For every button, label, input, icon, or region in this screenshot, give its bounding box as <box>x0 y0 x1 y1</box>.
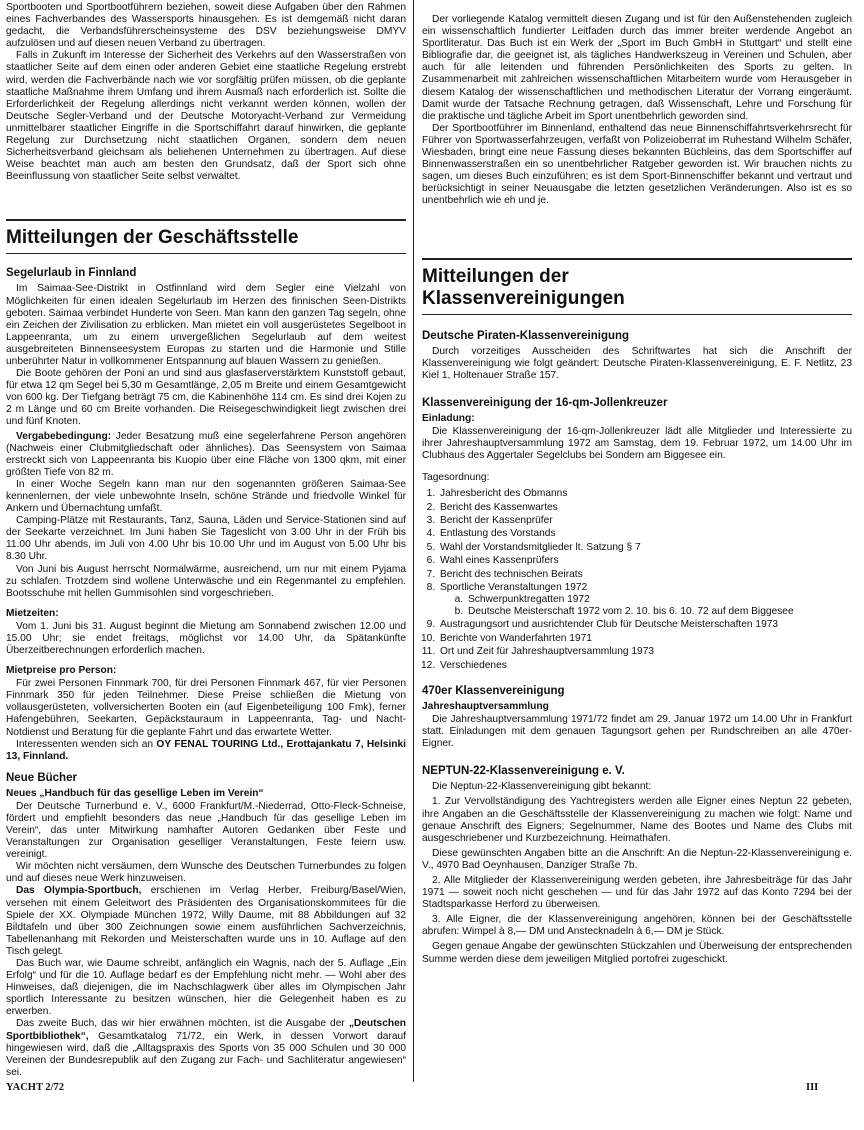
heading-neptun: NEPTUN-22-Klassenvereinigung e. V. <box>422 765 625 778</box>
heading-jollenkreuzer: Klassenvereinigung der 16-qm-Jollenkreuzer <box>422 396 668 409</box>
body-paragraph: Im Saimaa-See-Distrikt in Ostfinnland wird dem Segler eine Vielzahl von Möglichkeiten für einen idealen Segelurlaub im Herzen des finnischen Seen-Distrikts geboten. Saimaa verbindet Hunderte von Seen. Man kann den ganzen Tag segeln, ohne ein Zeichen der Zivilisation zu erblicken. Man mietet ein voll ausgerüstetes Segelboot in Lappeenranta, um zu einem unvergeßlichen Segelurlaub auf dem weitest ausgebreiteten Binnenseesystem Europas zu starten und die Harmonie und Stille unberührter Natur in vollkommener Entspannung auf blauen Wassern zu genießen. <box>6 283 406 367</box>
agenda-item <box>438 581 852 618</box>
section-rule <box>422 258 852 260</box>
body-paragraph: Diese gewünschten Angaben bitte an die Anschrift: An die Neptun-22-Klassenvereinigung e. V., 4970 Bad Oeynhausen, Danziger Straße 7b. <box>422 847 852 871</box>
body-paragraph: Wir möchten nicht versäumen, dem Wunsche des Deutschen Turnerbundes zu folgen und auf dieses neue Werk hinzuweisen. <box>6 861 406 885</box>
left-column <box>6 0 406 1079</box>
section-rule <box>6 253 406 254</box>
body-paragraph: Vom 1. Juni bis 31. August beginnt die Mietung am Sonnabend zwischen 12.00 und 15.00 Uhr; sie endet freitags, möglichst vor 14.00 Uhr, da Spätankünfte Überzeitberechnungen erforderlich machen. <box>6 620 406 657</box>
footer-issue: YACHT 2/72 <box>6 1082 65 1093</box>
agenda-item-label: Sportliche Veranstaltungen 1972 <box>440 582 588 593</box>
section-rule <box>422 314 852 315</box>
contact-paragraph <box>6 739 406 763</box>
body-paragraph: 2. Alle Mitglieder der Klassenvereinigung werden gebeten, ihre Jahresbeiträge für das Jahr 1971 — soweit noch nicht geschehen — und für das Jahr 1972 auf das Konto 7294 bei der Stadtsparkasse Herford zu überweisen. <box>422 874 852 911</box>
contact-pre: Interessenten wenden sich an <box>16 738 157 750</box>
body-paragraph: Gegen genaue Angabe der gewünschten Stückzahlen und Überweisung der entsprechenden Summe werden diese dem jeweiligen Mitglied portofrei zugeschickt. <box>422 941 852 965</box>
heading-neue-buecher: Neue Bücher <box>6 771 77 784</box>
label-einladung: Einladung: <box>422 412 475 424</box>
heading-piraten: Deutsche Piraten-Klassenvereinigung <box>422 329 630 342</box>
intro-paragraph: Sportbooten und Sportbootführern beziehen, soweit diese Aufgaben über den Rahmen eines Fachverbandes des Wassersports hinausgehen. Es ist demgemäß nicht daran gedacht, die Verbandsführerscheinsysteme des DSV beziehungsweise DMYV aufzulösen und auf diesen neuen Verband zu übertragen. <box>6 2 406 50</box>
agenda-item: 9. Austragungsort und ausrichtender Club für Deutsche Meisterschaften 1973 <box>438 618 852 631</box>
sb-post: Gesamtkatalog 71/72, ein Werk, in dessen Vorwort darauf hingewiesen wird, daß die „Alltagspraxis des Sports von 35 000 Schulen und 30 000 Vereinen der Bundesrepublik auf den Zugang zur Fach- und Sachliteratur angewiesen“ sei. <box>6 1030 406 1078</box>
subheading-handbuch: Neues „Handbuch für das gesellige Leben im Verein“ <box>6 787 264 799</box>
sb-pre: Das zweite Buch, das wir hier erwähnen möchten, ist die Ausgabe der <box>16 1018 349 1030</box>
body-paragraph: Die Neptun-22-Klassenvereinigung gibt bekannt: <box>432 781 652 793</box>
agenda-item: 5. Wahl der Vorstandsmitglieder lt. Satzung § 7 <box>438 541 852 554</box>
agenda-item: 12. Verschiedenes <box>438 659 852 672</box>
intro-paragraph: Falls in Zukunft im Interesse der Sicherheit des Verkehrs auf den Wasserstraßen von staatlicher Seite auf dem einen oder anderen Gebiet eine staatliche Regelung erstrebt wird, werden die Fachverbände nach wie vor sorgfältig prüfen müssen, ob die geplante staatliche Maßnahme ihrem Umfang und ihrem Ausmaß nach erforderlich ist. Sollte die Erforderlichkeit der Regelung allerdings nicht verkannt werden können, wollen der Deutsche Segler-Verband und der Deutsche Motoryacht-Verband zur Vermeidung unmittelbarer staatlicher Eingriffe in die Sportschiffahrt darauf hinwirken, die geplante Regelung zur Durchsetzung nicht staatlichen Organen, sondern dem neuen Sicherheitsverband gleichsam als beliehenen Unternehmen zu übertragen. Auf diese Weise beachtet man auch am besten den Grundsatz, daß der Sport sich ohne Beeinflussung von staatlicher Seite selbst verwaltet. <box>6 50 406 183</box>
body-paragraph: In einer Woche Segeln kann man nur den sogenannten größeren Saimaa-See kennenlernen, der viele unbewohnte Inseln, schöne Strände und friedvolle Winkel für Ankern und Übernachtung umfaßt. <box>6 478 406 515</box>
heading-segelurlaub: Segelurlaub in Finnland <box>6 267 137 280</box>
agenda-item: 7. Bericht des technischen Beirats <box>438 568 852 581</box>
agenda-sublist <box>440 594 852 618</box>
body-paragraph: Die Klassenvereinigung der 16-qm-Jollenkreuzer lädt alle Mitglieder und Interessierte zu ihrer Jahreshauptversammlung 1972 am Samstag, dem 19. Februar 1972, um 14.00 Uhr im Clubhaus des Aggertaler Segelclubs bei Sondern am Biggesee ein. <box>422 425 852 461</box>
body-paragraph: Von Juni bis August herrscht Normalwärme, ausreichend, um nur mit einem Pyjama zu schlafen. Trotzdem sind wollene Unterwäsche und ein Regenmantel zu empfehlen. Bootsschuhe mit hellen Gummisohlen sind vorgeschrieben. <box>6 563 406 599</box>
heading-mietzeiten: Mietzeiten: <box>6 607 59 619</box>
olympia-lead: Das Olympia-Sportbuch, <box>16 885 142 897</box>
agenda-list <box>422 487 852 672</box>
column-divider <box>413 0 414 1082</box>
agenda-item: 3. Bericht der Kassenprüfer <box>438 514 852 527</box>
agenda-item: 11. Ort und Zeit für Jahreshauptversammlung 1973 <box>438 645 852 658</box>
section-title-klassenvereinigungen: Mitteilungen der Klassenvereinigungen <box>422 265 625 309</box>
body-paragraph: 1. Zur Vervollständigung des Yachtregisters werden alle Eigner eines Neptun 22 gebeten, ihre Angaben an die Geschäftsstelle der Klassenvereinigung zu machen wie folgt: Name und genaue Anschrift des Eigners; Segelnummer, Name des Bootes und Name des Clubs mit ausgeschriebener und Kurzbezeichnung. Heimathafen. <box>422 796 852 844</box>
subheading-jhv: Jahreshauptversammlung <box>422 701 549 713</box>
body-paragraph: Die Jahreshauptversammlung 1971/72 findet am 29. Januar 1972 um 14.00 Uhr in Frankfurt statt. Einladungen mit dem genauen Tagungsort gehen per Rundschreiben an alle 470er-Eigner. <box>422 714 852 750</box>
footer-page-number: III <box>806 1082 819 1093</box>
body-paragraph: 3. Alle Eigner, die der Klassenvereinigung angehören, können bei der Geschäftsstelle abrufen: Wimpel à 8,— DM und Anstecknadeln à 6,— DM je Stück. <box>422 914 852 938</box>
olympia-paragraph <box>6 885 406 958</box>
intro-paragraph: Der Sportbootführer im Binnenland, enthaltend das neue Binnenschiffahrtsverkehrsrecht für Führer von Sportwasserfahrzeugen, verfaßt von Polizeioberrat im Ruhestand Wilhelm Schäfer, Wiesbaden, bringt eine neue Fassung dieses bekannten Büchleins, das dem Sportschiffer auf Binnenwasserstraßen ein so unentbehrlicher Ratgeber geworden ist. Wir brauchen nichts zu sagen, um dieses Buch einzuführen; es ist dem Sport-Binnenschiffer bekannt und vertraut und berücksichtigt in seiner Neuausgabe die letzten gesetzlichen Veränderungen. Also ist es so unentbehrlich wie eh und je. <box>422 122 852 207</box>
body-paragraph: Die Boote gehören der Poni an und sind aus glasfaserverstärktem Kunststoff gebaut, für etwa 12 qm Segel bei 5,30 m Gesamtlänge, 2,05 m Breite und einem Gesamtgewicht von 600 kg. Der Tiefgang beträgt 75 cm, die Kabinenhöhe 114 cm. Es sind drei Kojen zu 2 m Länge und 60 cm Breite vorhanden. Die Reisegeschwindigkeit liegt zwischen drei und fünf Knoten. <box>6 368 406 428</box>
agenda-subitem: b. Deutsche Meisterschaft 1972 vom 2. 10. bis 6. 10. 72 auf dem Biggesee <box>466 606 852 618</box>
section-rule <box>6 219 406 221</box>
heading-mietpreise: Mietpreise pro Person: <box>6 665 117 677</box>
sportbibliothek-paragraph <box>6 1018 406 1078</box>
vergabe-lead: Vergabebedingung: <box>16 430 112 442</box>
vergabe-text: Jeder Besatzung muß eine segelerfahrene Person angehören (Nachweis einer Clubmitgliedschaft oder ähnliches). Das Seensystem von Saimaa erstreckt sich von Lappeenranta bis Kuopio über eine Fläche von 1300 qkm, mit einer größten Tiefe von 82 m. <box>6 430 406 478</box>
agenda-item: 2. Bericht des Kassenwartes <box>438 501 852 514</box>
agenda-item: 1. Jahresbericht des Obmanns <box>438 487 852 500</box>
vergabe-paragraph <box>6 431 406 479</box>
section-title-geschaeftsstelle: Mitteilungen der Geschäftsstelle <box>6 227 299 249</box>
agenda-item: 10. Berichte von Wanderfahrten 1971 <box>438 632 852 645</box>
body-paragraph: Durch vorzeitiges Ausscheiden des Schriftwartes hat sich die Anschrift der Klassenvereinigung wie folgt geändert: Deutsche Piraten-Klassenvereinigung, E. F. Netlitz, 23 Kiel 1, Holtenauer Straße 157. <box>422 345 852 381</box>
contact-address: OY FENAL TOURING Ltd., Erottajankatu 7, Helsinki 13, Finnland. <box>6 738 406 762</box>
agenda-item: 4. Entlastung des Vorstands <box>438 527 852 540</box>
body-paragraph: Camping-Plätze mit Restaurants, Tanz, Sauna, Läden und Service-Stationen sind auf der Seekarte verzeichnet. Im Juni haben Sie Tageslicht von 3.00 Uhr in der Früh bis 11.00 Uhr abends, im Juli von 4.00 Uhr bis 10.00 Uhr und im August von 5.00 Uhr bis 8.30 Uhr. <box>6 515 406 563</box>
body-paragraph: Das Buch war, wie Daume schreibt, anfänglich ein Wagnis, nach der 5. Auflage „Ein Erfolg“ und für die 10. Auflage bedarf es der Empfehlung nicht mehr. — Wohl aber des Hinweises, daß diejenigen, die im Nachschlagwerk über alles im Olympischen Jahr sportlich Interessante zu besitzen wünschen, hier die Gelegenheit haben es zu erwerben. <box>6 958 406 1018</box>
olympia-text: erschienen im Verlag Herber, Freiburg/Basel/Wien, versehen mit einem Geleitwort des Präsidenten des Organisationskommitees für die Spiele der XX. Olympiade München 1972, Willy Daume, mit 88 Abbildungen auf 32 Bildtafeln und über 300 Zeichnungen sowie einem ausführlichen Sachverzeichnis, Tabellenanhang mit Rekorden und Meisterschaften wurde uns in 10. Auflage auf den Tisch gelegt. <box>6 885 407 957</box>
intro-paragraph: Der vorliegende Katalog vermittelt diesen Zugang und ist für den Außenstehenden zugleich ein wissenschaftlich fundierter Leitfaden durch das immer breiter werdende Angebot an Sportliteratur. Das Buch ist ein Werk der „Sport im Buch GmbH in Stuttgart“ und stellt eine Bibliografie dar, die geeignet ist, als tägliches Handwerkszeug in Vereinen und Schulen, aber auch für alle leitenden und führenden Persönlichkeiten des Sports zu gelten. In Zusammenarbeit mit zahlreichen wissenschaftlichen Mitarbeitern wurde vom Herausgeber in diesem Katalog der wissenschaftlichen und methodischen Literatur der Vorrang eingeräumt. Damit wurde der Tatsache Rechnung getragen, daß Wissenschaft, Lehre und Forschung für die praktische und tägliche Arbeit im Sport unentbehrlich geworden sind. <box>422 14 852 122</box>
body-paragraph: Für zwei Personen Finnmark 700, für drei Personen Finnmark 467, für vier Personen Finnmark 350 für jeden Teilnehmer. Diese Preise schließen die Mietung von vollausgerüsteten, vollversicherten Booten ein (auf Eigenbeteiligung 100 Fmk), ferner Hafengebühren, Seekarten, Gepäckstauraum in Lappeenranta, Tag- und Nacht-Notdienst und Beratung für die geplante Fahrt und das erwartete Wetter. <box>6 678 406 738</box>
heading-470er: 470er Klassenvereinigung <box>422 685 565 698</box>
sb-title: „Deutschen Sportbibliothek“, <box>6 1018 406 1042</box>
body-paragraph: Der Deutsche Turnerbund e. V., 6000 Frankfurt/M.-Niederrad, Otto-Fleck-Schneise, fördert und empfiehlt besonders das neue „Handbuch für das gesellige Leben im Verein“, das unter Mitwirkung namhafter Autoren Gedanken über Feste und Veranstaltungen zur Organisation geselliger Veranstaltungen, Feste feiern usw. vereinigt. <box>6 800 406 861</box>
agenda-subitem: a. Schwerpunktregatten 1972 <box>466 594 852 606</box>
label-tagesordnung: Tagesordnung: <box>422 472 490 484</box>
right-column <box>422 0 852 966</box>
agenda-item: 6. Wahl eines Kassenprüfers <box>438 554 852 567</box>
